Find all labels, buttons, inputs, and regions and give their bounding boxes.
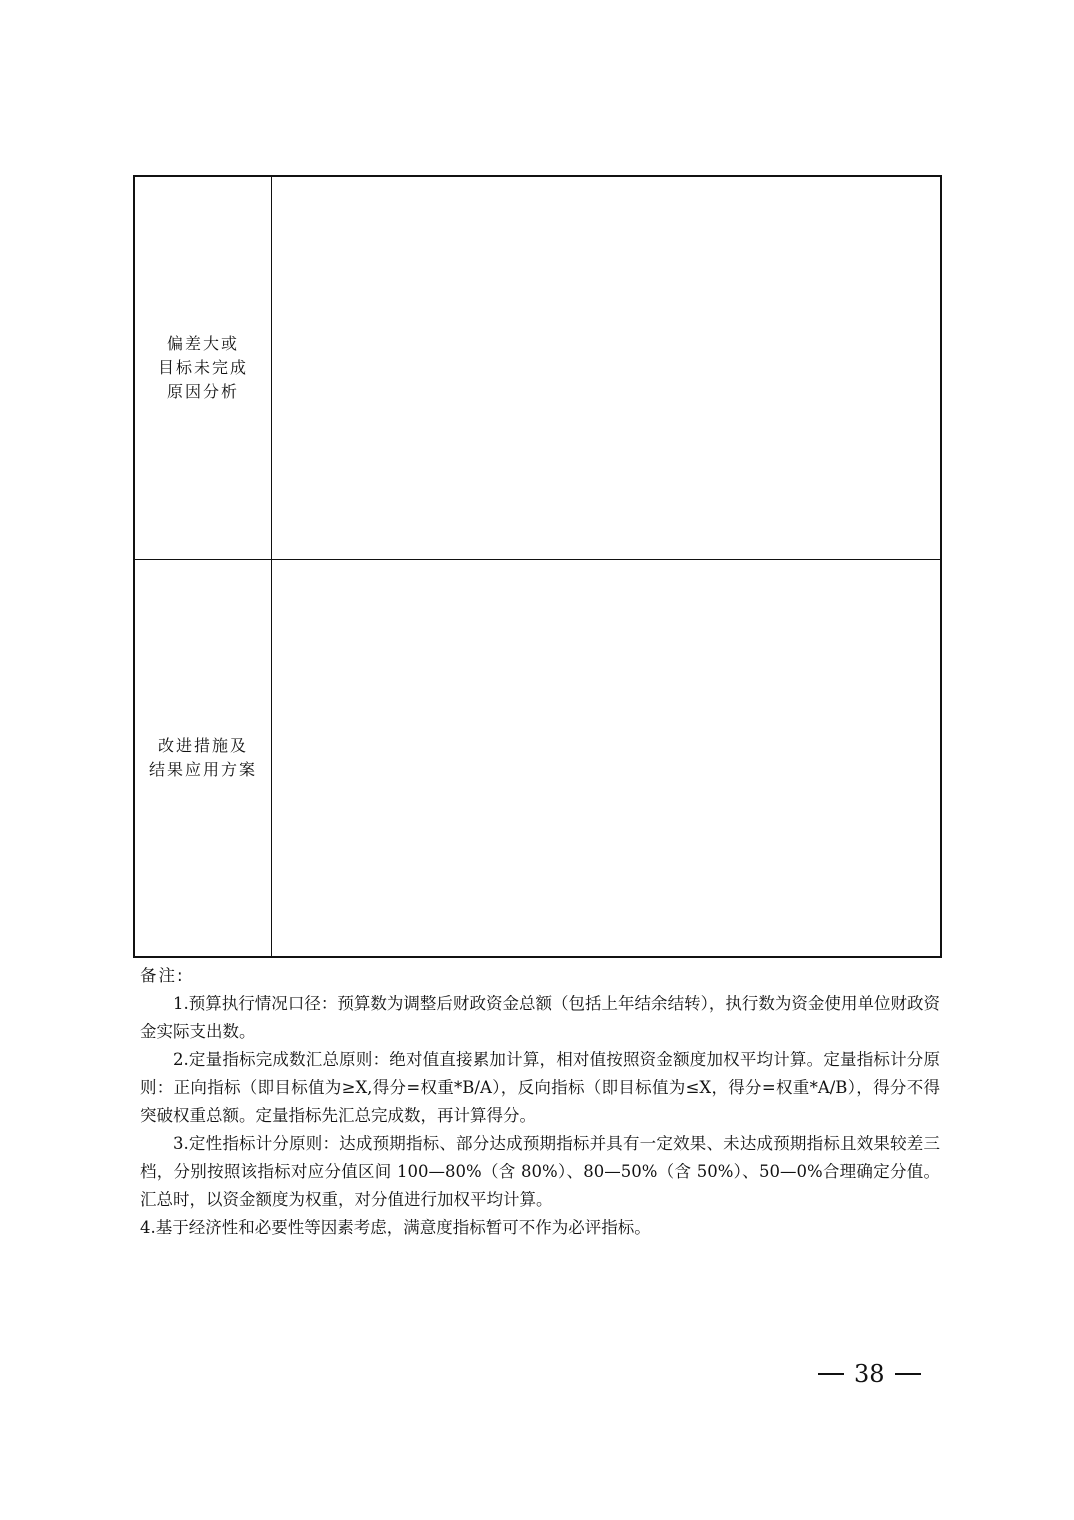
- dash-right: [895, 1373, 921, 1375]
- row-label-improvement-measures: [149, 734, 257, 782]
- note-item-3: 3.定性指标计分原则：达成预期指标、部分达成预期指标并具有一定效果、未达成预期指标且效果较差三档，分别按照该指标对应分值区间 100—80%（含 80%）、80—50%（含 50%）、50—0%合理确定分值。汇总时，以资金额度为权重，对分值进行加权平均计算。: [140, 1134, 940, 1209]
- page-number-value: 38: [854, 1360, 885, 1388]
- row-label-cell: [135, 177, 272, 559]
- page-number: [818, 1360, 921, 1388]
- note-item-1: 1.预算执行情况口径：预算数为调整后财政资金总额（包括上年结余结转），执行数为资金使用单位财政资金实际支出数。: [140, 994, 940, 1041]
- label-line: 目标未完成: [157, 358, 248, 377]
- table-row-improvement-measures: [135, 560, 940, 956]
- evaluation-form-table: [133, 175, 942, 958]
- label-line: 结果应用方案: [148, 760, 257, 779]
- label-line: 改进措施及: [157, 736, 248, 755]
- label-line: 偏差大或: [166, 334, 239, 353]
- row-label-cell: [135, 560, 272, 956]
- improvement-measures-content-cell[interactable]: [272, 560, 940, 956]
- note-item-2: 2.定量指标完成数汇总原则：绝对值直接累加计算，相对值按照资金额度加权平均计算。定量指标计分原则：正向指标（即目标值为≥X,得分=权重*B/A），反向指标（即目标值为≤X，得分=权重*A/B），得分不得突破权重总额。定量指标先汇总完成数，再计算得分。: [140, 1050, 940, 1125]
- row-label-deviation-analysis: [158, 332, 248, 404]
- notes-title: 备注:: [140, 966, 185, 985]
- label-line: 原因分析: [166, 382, 239, 401]
- notes-section: [140, 962, 940, 1242]
- table-row-deviation-analysis: [135, 177, 940, 560]
- deviation-analysis-content-cell[interactable]: [272, 177, 940, 559]
- dash-left: [818, 1373, 844, 1375]
- note-item-4: 4.基于经济性和必要性等因素考虑，满意度指标暂可不作为必评指标。: [140, 1218, 651, 1237]
